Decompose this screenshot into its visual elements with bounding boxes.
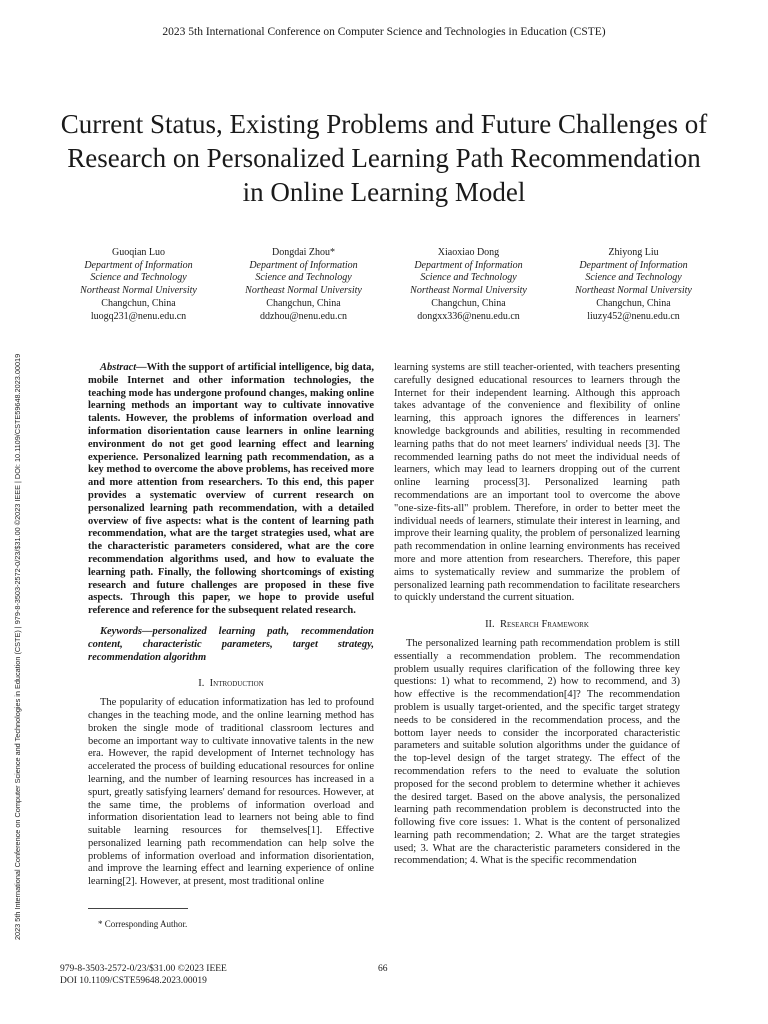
author-city: Changchun, China (266, 297, 341, 309)
author-city: Changchun, China (596, 297, 671, 309)
author-name: Dongdai Zhou* (271, 247, 336, 258)
research-framework-paragraph: The personalized learning path recommendation problem is still essentially a recommendation problem. The recommendation problem usually requires clarification of the following three key questions: 1) what to recommend, 2) how to recommend, and 3) how effective is the recommendation[4]? The recommendation problem is usually target-oriented, and the specific target strategy needs to be considered in the recommendation process, and the bottom layer needs to consider the incorporated characteristic parameters and suitable solution algorithms under the guidance of the top-level design of the target strategy. The effect of the recommendation refers to the need to evaluate the solution proposed for the second problem to determine whether it achieves the desired target. Based on the above analysis, the personalized learning path recommendation problem is deconstructed into the following five core issues: 1. What is the content of personalized learning path recommendation; 2. What are the target strategies used; 3. What are the characteristic parameters considered in the recommendation; 4. What is the specific recommendation (394, 637, 680, 867)
section-number: II. (485, 619, 495, 631)
author-3 (386, 247, 551, 323)
section-heading-introduction (88, 678, 374, 691)
footnote-corresponding-author: * Corresponding Author. (98, 919, 188, 929)
author-department-line2: Science and Technology (90, 272, 187, 284)
author-4 (551, 247, 716, 323)
author-email: ddzhou@nenu.edu.cn (260, 310, 347, 322)
author-department: Department of Information (249, 259, 358, 271)
abstract-label: Abstract (100, 362, 137, 373)
author-email: luogq231@nenu.edu.cn (90, 310, 187, 322)
author-department: Department of Information (414, 259, 523, 271)
author-department: Department of Information (84, 259, 193, 271)
author-university: Northeast Normal University (575, 285, 692, 297)
page-number: 66 (378, 964, 388, 974)
footnote-divider (88, 908, 188, 909)
side-citation-note: 2023 5th International Conference on Computer Science and Technologies in Education (CSTE) | 979-8-3503-2572-0/23/$31.00 ©2023 IEEE | DOI: 10.1109/CSTE59648.2023.00019 (13, 353, 22, 940)
author-university: Northeast Normal University (80, 285, 197, 297)
author-email: dongxx336@nenu.edu.cn (417, 310, 520, 322)
section-heading-research-framework (394, 619, 680, 632)
right-column (394, 362, 680, 868)
section-title: Introduction (209, 678, 264, 690)
section-title: Research Framework (499, 619, 589, 631)
introduction-paragraph: The popularity of education informatization has led to profound changes in the teaching mode, and the online learning method has broken the single mode of traditional classroom lectures and become an important way to cultivate innovative talents in the new era. However, the rapid development of Internet technology has accelerated the process of building educational resources for online learning, and the number of learning resources has increased in a spurt, greatly satisfying learners' demand for resources. However, at the same time, the problems of information overload and information disorientation lead to learners not being able to find suitable learning resources for themselves[1]. Effective personalized learning path recommendation can help solve the problems of information overload and information disorientation, and improve the learning effect and learning experience of online learning[2]. However, at present, most traditional online (88, 697, 374, 888)
footer-publication-info (60, 964, 227, 987)
left-column (88, 362, 374, 889)
keywords-text: —personalized learning path, recommendation content, characteristic parameters, target strategy, recommendation algorithm (88, 625, 374, 663)
author-name: Xiaoxiao Dong (437, 247, 500, 258)
author-department: Department of Information (579, 259, 688, 271)
author-email: liuzy452@nenu.edu.cn (587, 310, 680, 322)
conference-header: 2023 5th International Conference on Computer Science and Technologies in Education (CSTE) (162, 26, 606, 38)
author-1 (56, 247, 221, 323)
keywords-paragraph (88, 626, 374, 664)
author-city: Changchun, China (431, 297, 506, 309)
author-department-line2: Science and Technology (585, 272, 682, 284)
author-department-line2: Science and Technology (420, 272, 517, 284)
footer-isbn: 979-8-3503-2572-0/23/$31.00 ©2023 IEEE (60, 964, 227, 974)
author-name: Zhiyong Liu (608, 247, 659, 258)
abstract-text: —With the support of artificial intelligence, big data, mobile Internet and other information technologies, the teaching mode has undergone profound changes, making online learning methods an important way to cultivate innovative talents. However, the problems of information overload and information disorientation cause learners in online learning environment do not get good learning effect and learning experience. Personalized learning path recommendation, as a key method to overcome the above problems, has received more and more attention from researchers. To this end, this paper provides a systematic overview of current research on personalized learning path recommendation, with a detailed overview of five aspects: what is the content of learning path recommendation, what are the target strategies used, what are the characteristic parameters considered, what are the core recommendation algorithms used, and how to evaluate the learning path. Finally, the following shortcomings of existing research and future challenges are proposed in these five aspects. Through this paper, we hope to provide useful reference and reference for the subsequent related research. (88, 362, 374, 617)
author-department-line2: Science and Technology (255, 272, 352, 284)
keywords-label: Keywords (100, 625, 142, 637)
footer-doi: DOI 10.1109/CSTE59648.2023.00019 (60, 975, 207, 986)
author-city: Changchun, China (101, 297, 176, 309)
author-2 (221, 247, 386, 323)
author-university: Northeast Normal University (245, 285, 362, 297)
section-number: I. (198, 678, 205, 690)
author-name: Guoqian Luo (111, 247, 166, 258)
author-block (56, 247, 716, 323)
paper-title: Current Status, Existing Problems and Future Challenges of Research on Personalized Learning Path Recommendation in Online Learning Model (60, 109, 708, 207)
introduction-continued-paragraph: learning systems are still teacher-oriented, with teachers presenting carefully designed educational resources to learners through the Internet for their independent learning. Although this approach takes advantage of the convenience and flexibility of online learning, this approach ignores the differences in learners' knowledge backgrounds and abilities, resulting in recommended learning paths that do not meet learners' individual needs [3]. The recommended learning paths do not meet the individual needs of learners, which may lead to learners dropping out of the current online learning process[3]. Personalized learning path recommendations are an important tool to overcome the above "one-size-fits-all" problem. Therefore, in order to better meet the individual needs of learners, stimulate their interest in learning, and improve their learning quality, the problem of personalized learning path recommendation in online learning environments has received more and more attention from researchers. Therefore, this paper aims to systematically review and summarize the problem of personalized learning path recommendation to facilitate researchers to quickly understand the current situation. (394, 362, 680, 604)
author-university: Northeast Normal University (410, 285, 527, 297)
abstract-paragraph (88, 362, 374, 618)
